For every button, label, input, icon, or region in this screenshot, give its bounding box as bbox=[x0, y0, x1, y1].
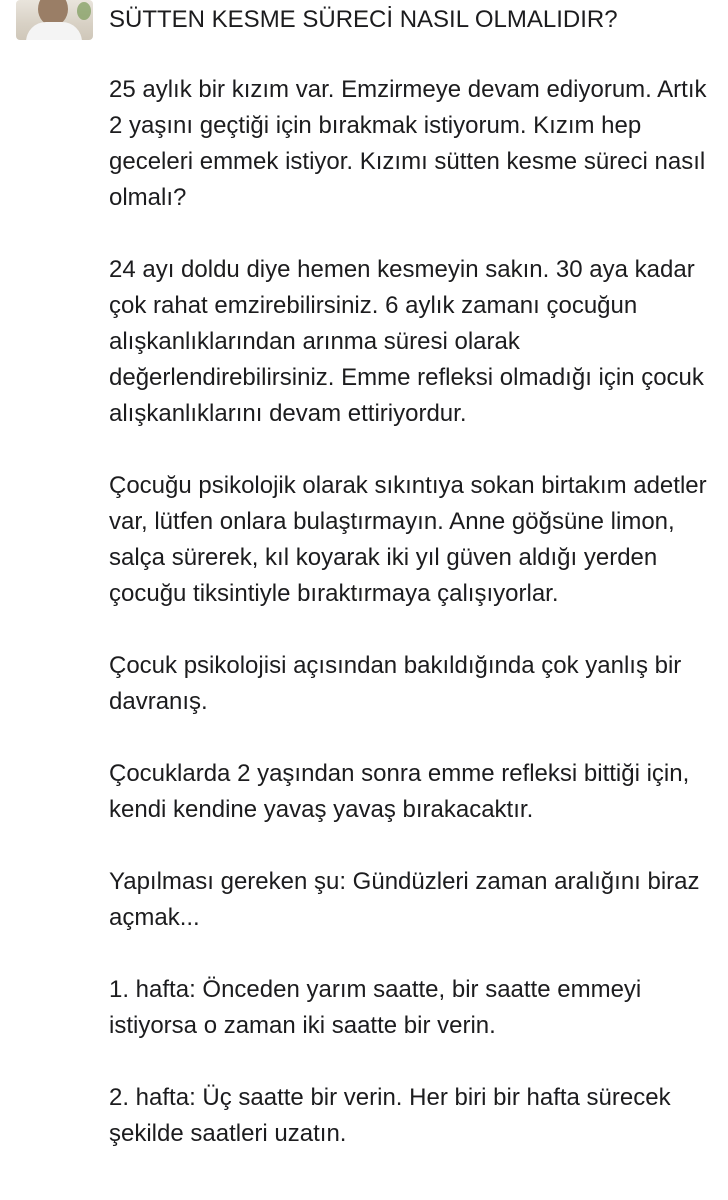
post-paragraph-week-2: 2. hafta: Üç saatte bir verin. Her biri bir hafta sürecek şekilde saatleri uzatın. bbox=[109, 1084, 671, 1147]
post-paragraph-answer-intro: 24 ayı doldu diye hemen kesmeyin sakın. 30 aya kadar çok rahat emzirebilirsiniz. 6 aylık zamanı çocuğun alışkanlıklarından arınma süresi olarak değerlendirebilirsiniz. Emme refleksi olmadığı için çocuk alışkanlıklarını devam ettiriyordur. bbox=[109, 256, 704, 427]
post-paragraph-week-1: 1. hafta: Önceden yarım saatte, bir saatte emmeyi istiyorsa o zaman iki saatte bir verin. bbox=[109, 976, 642, 1039]
avatar-shirt-shape bbox=[26, 22, 82, 40]
post-paragraph-question: 25 aylık bir kızım var. Emzirmeye devam ediyorum. Artık 2 yaşını geçtiği için bırakmak istiyorum. Kızım hep geceleri emmek istiyor. Kızımı sütten kesme süreci nasıl olmalı? bbox=[109, 76, 707, 211]
avatar-background-plant bbox=[77, 2, 91, 20]
post-paragraph-reflex: Çocuklarda 2 yaşından sonra emme refleksi bittiği için, kendi kendine yavaş yavaş bırakacaktır. bbox=[109, 760, 690, 823]
post-paragraph-warning: Çocuğu psikolojik olarak sıkıntıya sokan birtakım adetler var, lütfen onlara bulaştırmayın. Anne göğsüne limon, salça sürerek, kıl koyarak iki yıl güven aldığı yerden çocuğu tiksintiyle bıraktırmaya çalışıyorlar. bbox=[109, 472, 707, 607]
post-body bbox=[109, 72, 721, 1188]
post-paragraph-method: Yapılması gereken şu: Gündüzleri zaman aralığını biraz açmak... bbox=[109, 868, 700, 931]
post-paragraph-psychology: Çocuk psikolojisi açısından bakıldığında çok yanlış bir davranış. bbox=[109, 652, 682, 715]
author-avatar[interactable] bbox=[16, 0, 93, 40]
post-title: SÜTTEN KESME SÜRECİ NASIL OLMALIDIR? bbox=[109, 6, 618, 33]
